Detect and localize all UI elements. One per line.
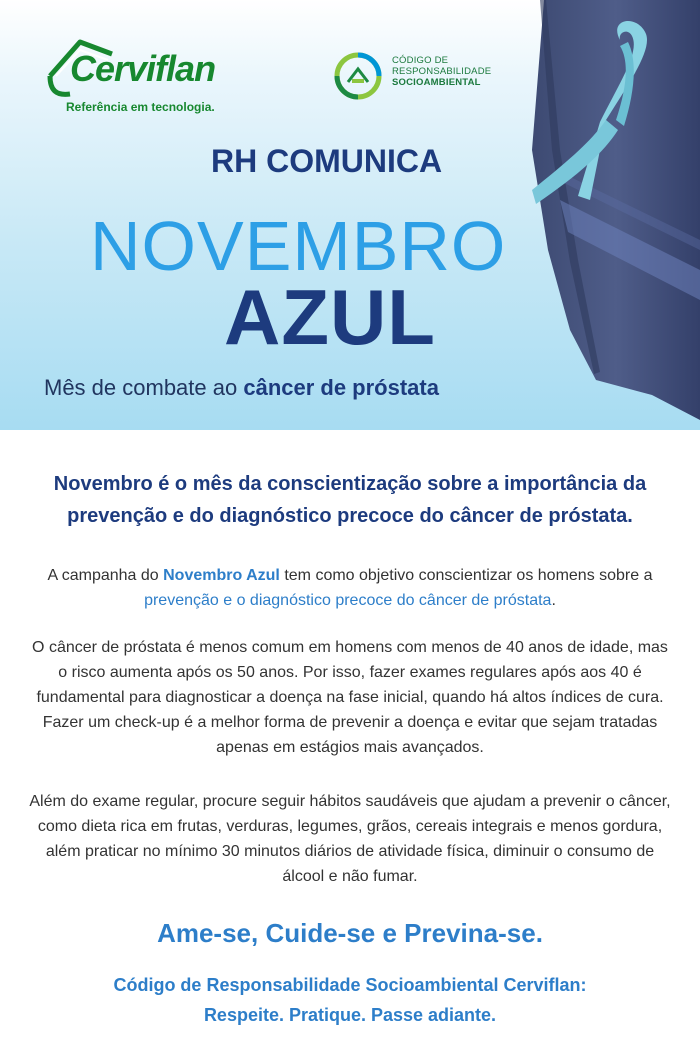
campaign-paragraph <box>26 563 674 613</box>
code-line-2: Respeite. Pratique. Passe adiante. <box>203 1005 497 1025</box>
seal-line-1: CÓDIGO DE <box>392 55 449 66</box>
tie-with-blue-ribbon-icon <box>520 0 700 430</box>
subtitle-prefix: Mês de combate ao <box>44 375 244 400</box>
p1-text-e: . <box>551 592 556 609</box>
slogan: Ame-se, Cuide-se e Previna-se. <box>157 918 543 948</box>
habits-paragraph: Além do exame regular, procure seguir hábitos saudáveis que ajudam a prevenir o câncer, como dieta rica em frutas, verduras, legumes, grãos, cereais integrais e menos gordura, além praticar no mínimo 30 minutos diários de atividade física, diminuir o consumo de álcool e não fumar. <box>29 793 671 885</box>
subtitle <box>44 375 439 401</box>
risk-paragraph: O câncer de próstata é menos comum em homens com menos de 40 anos de idade, mas o risco aumenta após os 50 anos. Por isso, fazer exames regulares após aos 40 é fundamental para diagnosticar a doença na fase inicial, quando há altos índices de cura. Fazer um check-up é a melhor forma de prevenir a doença e evitar que sejam tratadas apenas em estágios mais avançados. <box>32 639 668 756</box>
p1-text-a: A campanha do <box>47 567 164 584</box>
code-line-1: Código de Responsabilidade Socioambiental Cerviflan: <box>113 975 587 995</box>
brand-tagline: Referência em tecnologia. <box>66 100 215 114</box>
seal-emblem-icon <box>334 52 382 100</box>
brand-name: Cerviflan <box>70 48 216 89</box>
seal-line-2: RESPONSABILIDADE <box>392 66 492 77</box>
seal-line-3: SOCIOAMBIENTAL <box>392 77 481 88</box>
title-novembro: NOVEMBRO <box>90 207 507 285</box>
p1-highlight-prevention: prevenção e o diagnóstico precoce do câncer de próstata <box>144 592 552 609</box>
code-of-responsibility <box>0 970 700 1030</box>
p1-highlight-novembro-azul: Novembro Azul <box>163 567 280 584</box>
lead-paragraph: Novembro é o mês da conscientização sobre a importância da prevenção e do diagnóstico precoce do câncer de próstata. <box>53 473 647 527</box>
title-azul: AZUL <box>224 273 436 361</box>
banner <box>0 0 700 430</box>
subtitle-emphasis: câncer de próstata <box>243 375 439 400</box>
cerviflan-logo <box>46 36 216 118</box>
responsibility-seal <box>334 52 514 98</box>
p1-text-c: tem como objetivo conscientizar os homens sobre a <box>279 567 653 584</box>
rh-comunica-kicker: RH COMUNICA <box>211 143 443 179</box>
